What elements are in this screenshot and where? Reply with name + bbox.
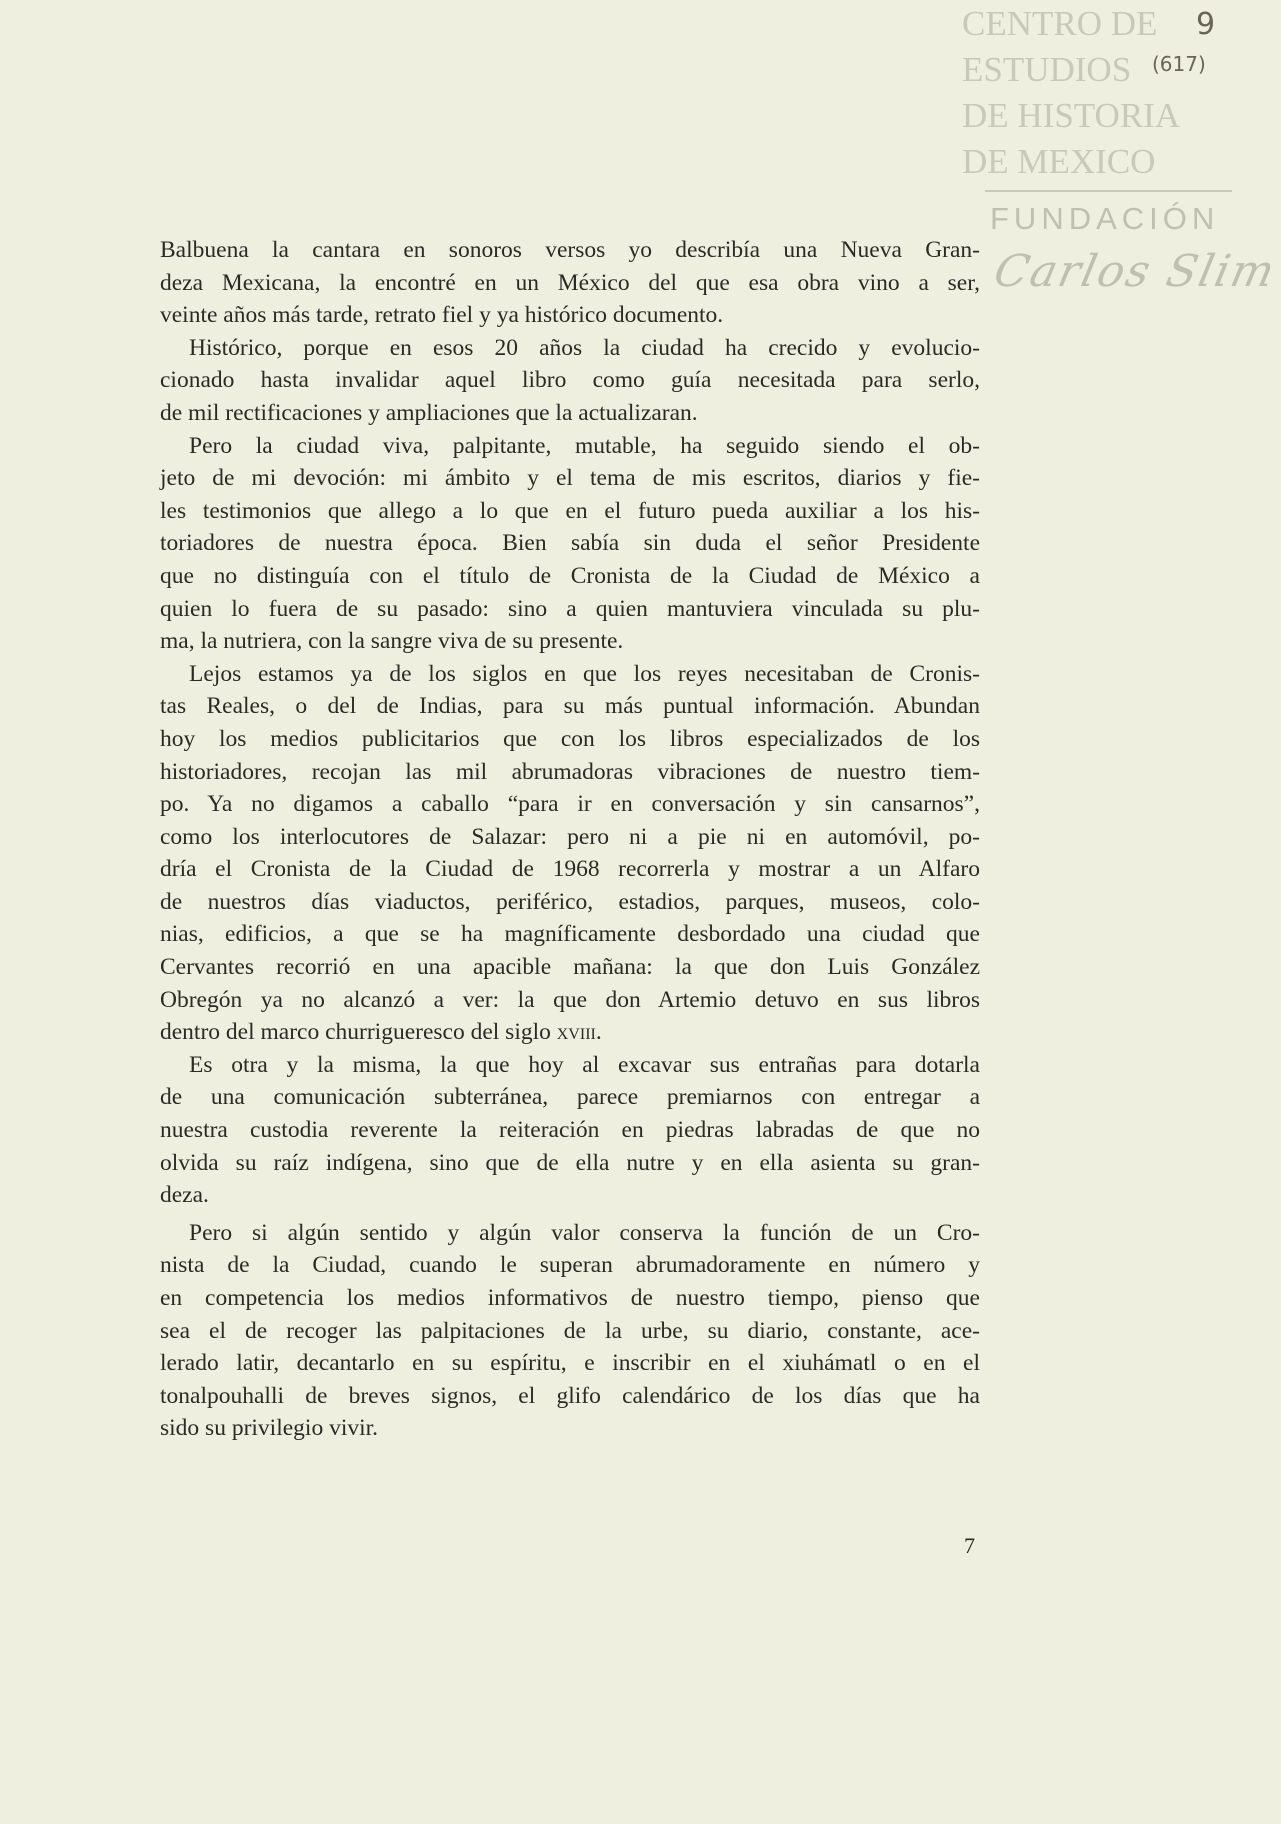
paragraph bbox=[160, 1217, 980, 1445]
text-line: jeto de mi devoción: mi ámbito y el tema de mis escritos, diarios y fie- bbox=[160, 465, 980, 492]
watermark-line: CENTRO DE bbox=[962, 4, 1158, 43]
paragraph bbox=[160, 430, 980, 658]
text-line: veinte años más tarde, retrato fiel y ya histórico documento. bbox=[160, 302, 724, 329]
text-line: Histórico, porque en esos 20 años la ciudad ha crecido y evolucio- bbox=[189, 334, 980, 361]
watermark-divider bbox=[985, 190, 1232, 192]
handwritten-folio: 9 bbox=[1196, 7, 1216, 42]
text-line: nista de la Ciudad, cuando le superan abrumadoramente en número y bbox=[160, 1252, 980, 1279]
text-line: deza. bbox=[160, 1182, 209, 1209]
text-line: nias, edificios, a que se ha magníficamente desbordado una ciudad que bbox=[160, 921, 980, 948]
watermark-line: ESTUDIOS bbox=[962, 50, 1132, 89]
text-line: toriadores de nuestra época. Bien sabía sin duda el señor Presidente bbox=[160, 530, 980, 557]
text-line: po. Ya no digamos a caballo “para ir en conversación y sin cansarnos”, bbox=[160, 791, 980, 818]
text-line: cionado hasta invalidar aquel libro como guía necesitada para serlo, bbox=[160, 367, 980, 394]
text-line: tas Reales, o del de Indias, para su más puntual información. Abundan bbox=[160, 693, 980, 720]
text-line: Cervantes recorrió en una apacible mañana: la que don Luis González bbox=[160, 954, 980, 981]
handwritten-number: (617) bbox=[1152, 52, 1206, 76]
watermark-signature: Carlos Slim bbox=[989, 246, 1281, 297]
text-line: deza Mexicana, la encontré en un México del que esa obra vino a ser, bbox=[160, 269, 980, 296]
text-line: de nuestros días viaductos, periférico, estadios, parques, museos, colo- bbox=[160, 888, 980, 915]
watermark-foundation: FUNDACIÓN bbox=[990, 201, 1220, 236]
text-line: sea el de recoger las palpitaciones de la urbe, su diario, constante, ace- bbox=[160, 1317, 980, 1344]
text-line: les testimonios que allego a lo que en el futuro pueda auxiliar a los his- bbox=[160, 497, 980, 524]
body-text bbox=[160, 234, 980, 1445]
text-line: de una comunicación subterránea, parece premiarnos con entregar a bbox=[160, 1084, 980, 1111]
text-line: hoy los medios publicitarios que con los libros especializados de los bbox=[160, 725, 980, 752]
text-line: Pero la ciudad viva, palpitante, mutable, ha seguido siendo el ob- bbox=[189, 432, 980, 459]
watermark-line: DE HISTORIA bbox=[962, 96, 1181, 135]
text-line: Pero si algún sentido y algún valor conserva la función de un Cro- bbox=[189, 1219, 980, 1246]
text-line: tonalpouhalli de breves signos, el glifo calendárico de los días que ha bbox=[160, 1382, 980, 1409]
page-number: 7 bbox=[964, 1533, 975, 1558]
text-line: que no distinguía con el título de Cronista de la Ciudad de México a bbox=[160, 562, 980, 589]
text-line: Es otra y la misma, la que hoy al excavar sus entrañas para dotarla bbox=[189, 1051, 980, 1078]
text-line: olvida su raíz indígena, sino que de ella nutre y en ella asienta su gran- bbox=[160, 1149, 980, 1176]
text-line: Obregón ya no alcanzó a ver: la que don Artemio detuvo en sus libros bbox=[160, 986, 980, 1013]
text-line: sido su privilegio vivir. bbox=[160, 1415, 379, 1442]
text-line: Lejos estamos ya de los siglos en que los reyes necesitaban de Cronis- bbox=[189, 660, 980, 687]
text-line: nuestra custodia reverente la reiteración en piedras labradas de que no bbox=[160, 1117, 980, 1144]
text-line: quien lo fuera de su pasado: sino a quien mantuviera vinculada su plu- bbox=[160, 595, 980, 622]
text-line: en competencia los medios informativos de nuestro tiempo, pienso que bbox=[160, 1285, 980, 1311]
watermark-line: DE MEXICO bbox=[962, 142, 1156, 181]
text-line: de mil rectificaciones y ampliaciones que la actualizaran. bbox=[160, 399, 698, 426]
text-line: historiadores, recojan las mil abrumadoras vibraciones de nuestro tiem- bbox=[160, 758, 980, 785]
text-line: lerado latir, decantarlo en su espíritu, e inscribir en el xiuhámatl o en el bbox=[160, 1350, 980, 1377]
text-line: ma, la nutriera, con la sangre viva de su presente. bbox=[160, 628, 624, 655]
text-line: dría el Cronista de la Ciudad de 1968 recorrerla y mostrar a un Alfaro bbox=[160, 856, 980, 883]
paragraph bbox=[160, 234, 980, 332]
paragraph bbox=[160, 332, 980, 430]
text-line: como los interlocutores de Salazar: pero ni a pie ni en automóvil, po- bbox=[160, 823, 980, 850]
text-line: Balbuena la cantara en sonoros versos yo describía una Nueva Gran- bbox=[160, 237, 980, 263]
paragraph bbox=[160, 1049, 980, 1212]
text-line: dentro del marco churrigueresco del siglo xviii. bbox=[160, 1019, 602, 1046]
paragraph bbox=[160, 658, 980, 1049]
